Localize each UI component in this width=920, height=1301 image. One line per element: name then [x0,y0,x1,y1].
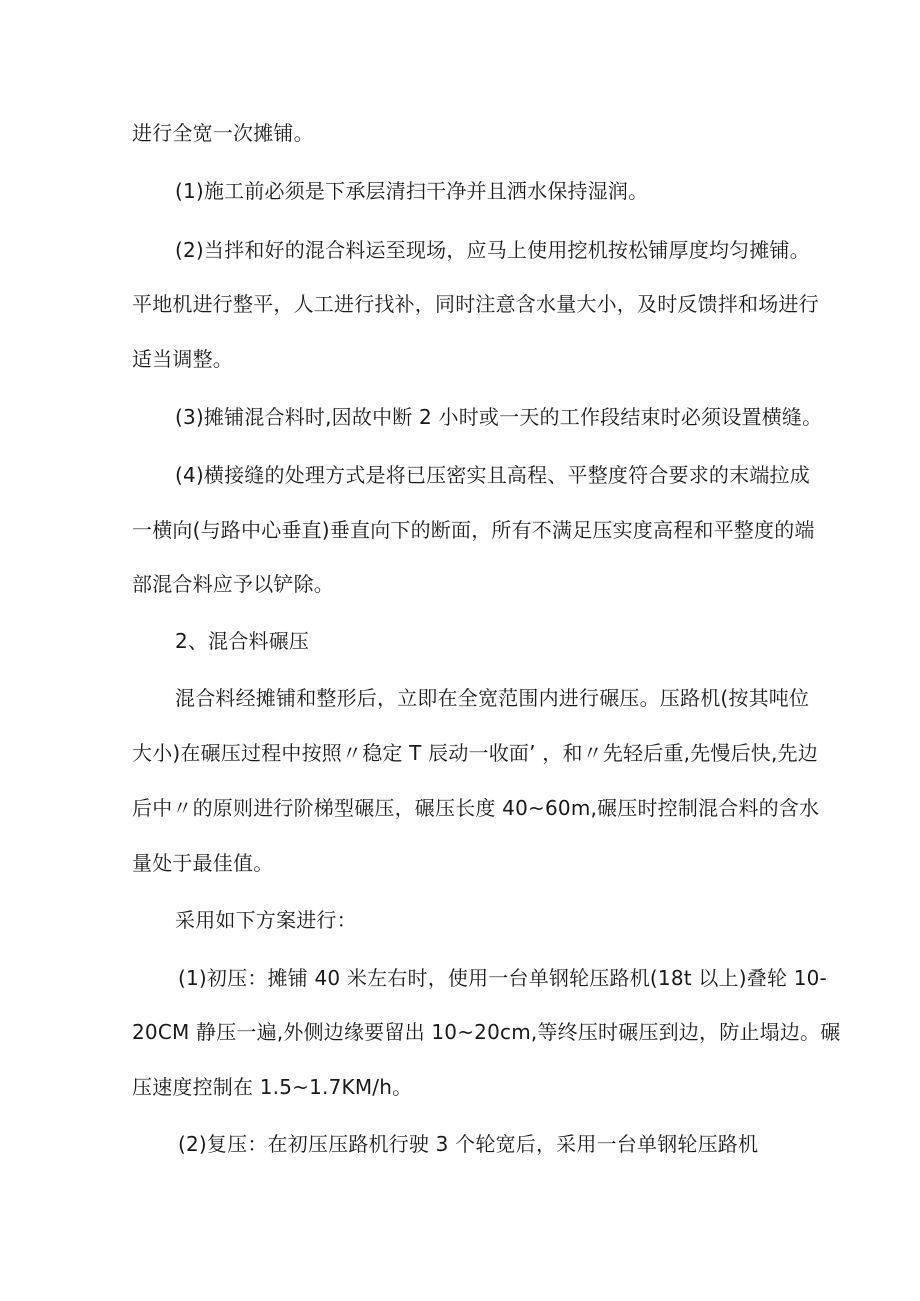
text-line: 量处于最佳值。 [132,851,274,875]
text-line: 部混合料应予以铲除。 [132,572,334,596]
text-line: 压速度控制在 1.5~1.7KM/h。 [132,1075,413,1099]
text-line: 后中〃的原则进行阶梯型碾压，碾压长度 40~60m,碾压时控制混合料的含水 [132,796,820,820]
text-line: (3)摊铺混合料时,因故中断 2 小时或一天的工作段结束时必须设置横缝。 [175,405,823,429]
text-line: (1)初压：摊铺 40 米左右时，使用一台单钢轮压路机(18t 以上)叠轮 10- [178,966,827,990]
text-line: 20CM 静压一遍,外侧边缘要留出 10~20cm,等终压时碾压到边，防止塌边。碾 [132,1020,841,1044]
text-line: 进行全宽一次摊铺。 [132,121,314,145]
section-heading: 2、混合料碾压 [175,629,310,653]
text-line: 一横向(与路中心垂直)垂直向下的断面，所有不满足压实度高程和平整度的端 [132,518,815,542]
text-line: 采用如下方案进行： [175,908,357,932]
text-line: (2)复压：在初压压路机行驶 3 个轮宽后，采用一台单钢轮压路机 [178,1132,759,1156]
text-line: 大小)在碾压过程中按照〃稳定 T 辰动一收面’ ，和〃先轻后重,先慢后快,先边 [132,741,818,765]
text-line: 适当调整。 [132,347,233,371]
text-line: (1)施工前必须是下承层清扫干净并且洒水保持湿润。 [175,179,649,203]
text-line: (4)横接缝的处理方式是将已压密实且高程、平整度符合要求的末端拉成 [175,463,810,487]
text-line: (2)当拌和好的混合料运至现场，应马上使用挖机按松铺厚度均匀摊铺。 [175,238,810,262]
text-line: 平地机进行整平，人工进行找补，同时注意含水量大小，及时反馈拌和场进行 [132,292,819,316]
text-line: 混合料经摊铺和整形后，立即在全宽范围内进行碾压。压路机(按其吨位 [175,686,810,710]
